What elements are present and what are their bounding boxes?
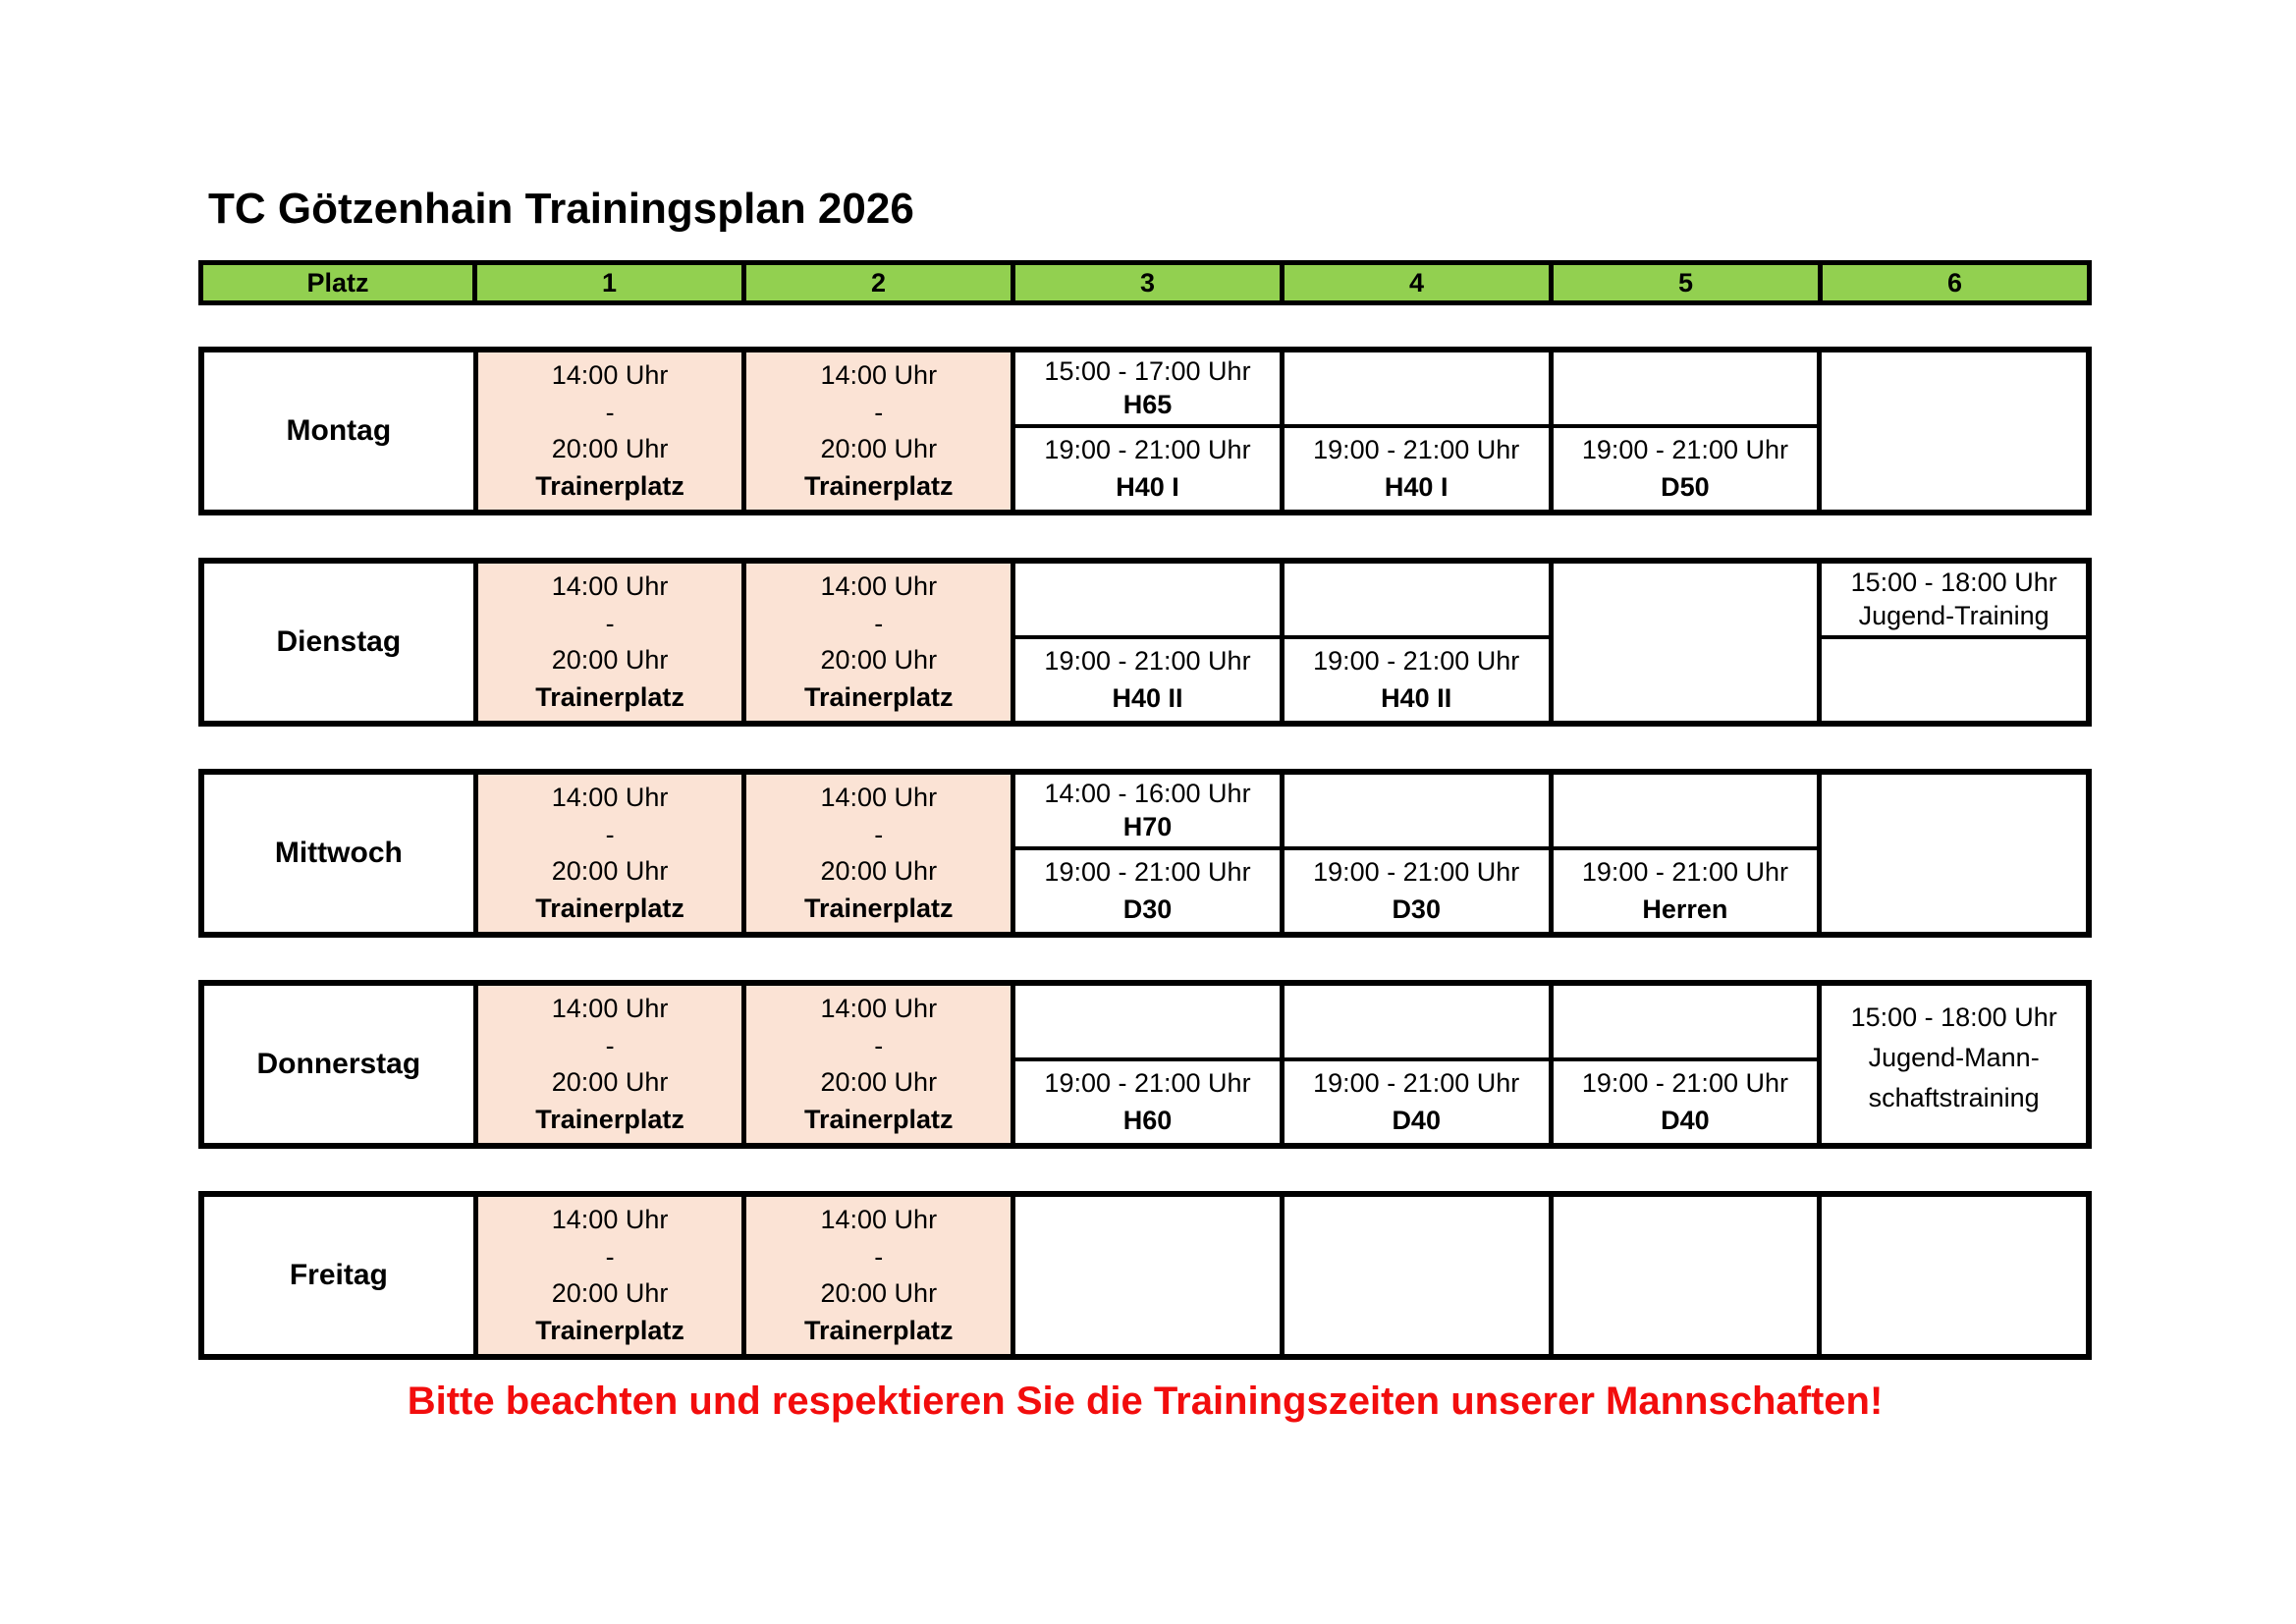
time-text: 14:00 - 16:00 Uhr [1044,779,1251,809]
day-label: Donnerstag [256,1048,421,1080]
time-text: 19:00 - 21:00 Uhr [1044,645,1251,676]
time-text: 15:00 - 18:00 Uhr [1850,568,2057,598]
cell-line: 15:00 - 18:00 Uhr [1850,1002,2057,1032]
slot-bottom [1285,428,1549,510]
court-3-cell [1011,564,1280,721]
team-text: D40 [1392,1106,1441,1136]
page-title: TC Götzenhain Trainingsplan 2026 [208,185,914,233]
cell-line: Jugend-Mann- [1868,1043,2040,1072]
day-block [198,347,2092,515]
header-cell: 2 [741,265,1011,300]
court-2-trainer-cell [741,986,1011,1143]
trainer-line: - [874,819,884,849]
trainer-line: Trainerplatz [804,1104,954,1134]
court-1-trainer-cell [473,986,742,1143]
trainer-line: - [605,819,615,849]
cell-line: schaftstraining [1868,1083,2040,1112]
trainer-line: 20:00 Uhr [551,1278,669,1309]
court-1-trainer-cell [473,775,742,932]
slot-top [1015,352,1280,428]
court-1-trainer-cell [473,352,742,510]
day-label: Freitag [289,1259,388,1291]
team-text: H40 I [1384,472,1449,503]
court-1-trainer-cell [473,1197,742,1354]
time-text: 19:00 - 21:00 Uhr [1581,434,1788,464]
header-cell: 5 [1549,265,1818,300]
court-4-cell [1280,352,1549,510]
trainer-line: - [605,608,615,638]
slot-bottom [1285,850,1549,932]
slot-top [1285,352,1549,428]
header-cell: Platz [306,267,369,298]
slot-top [1554,352,1818,428]
court-6-cell [1817,352,2086,510]
court-5-cell [1549,775,1818,932]
slot-top [1554,986,1818,1061]
slot-top [1015,775,1280,850]
trainer-line: Trainerplatz [535,470,684,501]
slot-top [1554,775,1818,850]
trainer-line: Trainerplatz [804,893,954,923]
slot-top [1285,775,1549,850]
trainer-line: 20:00 Uhr [551,645,669,676]
time-text: 19:00 - 21:00 Uhr [1581,856,1788,887]
slot-bottom [1015,1061,1280,1143]
slot-bottom [1554,428,1818,510]
court-6-cell [1817,1197,2086,1354]
court-3-cell [1011,986,1280,1143]
time-text: 19:00 - 21:00 Uhr [1044,1067,1251,1098]
day-block [198,769,2092,938]
slot-bottom [1822,639,2086,721]
time-text: 19:00 - 21:00 Uhr [1044,856,1251,887]
slot-top [1285,986,1549,1061]
team-text: D50 [1661,472,1710,503]
header-cell: 6 [1818,265,2087,300]
trainer-line: 20:00 Uhr [820,856,938,887]
trainer-line: Trainerplatz [535,893,684,923]
slot-bottom [1015,639,1280,721]
court-5-cell [1549,564,1818,721]
day-label: Dienstag [276,625,402,658]
trainer-line: 14:00 Uhr [820,360,938,391]
court-1-trainer-cell [473,564,742,721]
time-text: 19:00 - 21:00 Uhr [1044,434,1251,464]
schedule-page [198,0,2092,1624]
team-text: Herren [1642,894,1728,925]
team-text: Jugend-Training [1858,600,2050,630]
court-3-cell [1011,775,1280,932]
trainer-line: - [605,1030,615,1060]
day-block [198,1191,2092,1360]
team-text: D30 [1392,894,1441,925]
time-text: 19:00 - 21:00 Uhr [1313,645,1520,676]
slot-bottom [1285,639,1549,721]
day-block [198,558,2092,727]
court-6-cell [1817,986,2086,1143]
day-block [198,980,2092,1149]
court-2-trainer-cell [741,564,1011,721]
team-text: D40 [1661,1106,1710,1136]
slot-top [1015,564,1280,639]
trainer-line: 20:00 Uhr [551,434,669,464]
trainer-line: Trainerplatz [804,681,954,712]
court-5-cell [1549,352,1818,510]
trainer-line: 20:00 Uhr [820,1067,938,1098]
slot-bottom [1015,428,1280,510]
team-text: H40 II [1381,683,1452,714]
trainer-line: 14:00 Uhr [551,783,669,813]
header-cell: 3 [1011,265,1280,300]
trainer-line: 20:00 Uhr [820,434,938,464]
trainer-line: Trainerplatz [804,1315,954,1345]
court-2-trainer-cell [741,775,1011,932]
trainer-line: Trainerplatz [804,470,954,501]
slot-top [1015,986,1280,1061]
trainer-line: Trainerplatz [535,1104,684,1134]
trainer-line: 14:00 Uhr [820,1205,938,1235]
trainer-line: - [605,1241,615,1272]
time-text: 19:00 - 21:00 Uhr [1313,856,1520,887]
slot-top [1822,564,2086,639]
court-6-cell [1817,775,2086,932]
court-3-cell [1011,352,1280,510]
trainer-line: - [874,1030,884,1060]
trainer-line: 14:00 Uhr [820,994,938,1024]
court-4-cell [1280,775,1549,932]
court-5-cell [1549,986,1818,1143]
court-2-trainer-cell [741,352,1011,510]
team-text: H65 [1122,389,1173,419]
trainer-line: 20:00 Uhr [820,645,938,676]
header-cell: 4 [1280,265,1549,300]
trainer-line: - [874,397,884,427]
trainer-line: Trainerplatz [535,681,684,712]
trainer-line: - [874,608,884,638]
court-5-cell [1549,1197,1818,1354]
header-cell: 1 [472,265,741,300]
court-4-cell [1280,564,1549,721]
court-3-cell [1011,1197,1280,1354]
slot-bottom [1554,1061,1818,1143]
trainer-line: - [874,1241,884,1272]
time-text: 19:00 - 21:00 Uhr [1581,1067,1788,1098]
trainer-line: 14:00 Uhr [820,571,938,602]
time-text: 19:00 - 21:00 Uhr [1313,434,1520,464]
team-text: H60 [1122,1106,1173,1136]
court-6-cell [1817,564,2086,721]
trainer-line: 14:00 Uhr [820,783,938,813]
trainer-line: 20:00 Uhr [820,1278,938,1309]
slot-top [1285,564,1549,639]
notice-text: Bitte beachten und respektieren Sie die Trainingszeiten unserer Mannschaften! [407,1380,1884,1423]
trainer-line: Trainerplatz [535,1315,684,1345]
slot-bottom [1285,1061,1549,1143]
court-4-cell [1280,1197,1549,1354]
trainer-line: 20:00 Uhr [551,1067,669,1098]
time-text: 15:00 - 17:00 Uhr [1044,356,1251,387]
court-2-trainer-cell [741,1197,1011,1354]
team-text: D30 [1122,894,1173,925]
trainer-line: 14:00 Uhr [551,1205,669,1235]
trainer-line: 14:00 Uhr [551,360,669,391]
trainer-line: 14:00 Uhr [551,994,669,1024]
day-label: Mittwoch [274,837,403,869]
team-text: H70 [1122,811,1173,841]
slot-bottom [1554,850,1818,932]
schedule-header [198,260,2092,305]
slot-bottom [1015,850,1280,932]
court-4-cell [1280,986,1549,1143]
trainer-line: 20:00 Uhr [551,856,669,887]
trainer-line: 14:00 Uhr [551,571,669,602]
day-label: Montag [286,414,392,447]
trainer-line: - [605,397,615,427]
time-text: 19:00 - 21:00 Uhr [1313,1067,1520,1098]
team-text: H40 I [1116,472,1179,503]
team-text: H40 II [1112,683,1183,714]
